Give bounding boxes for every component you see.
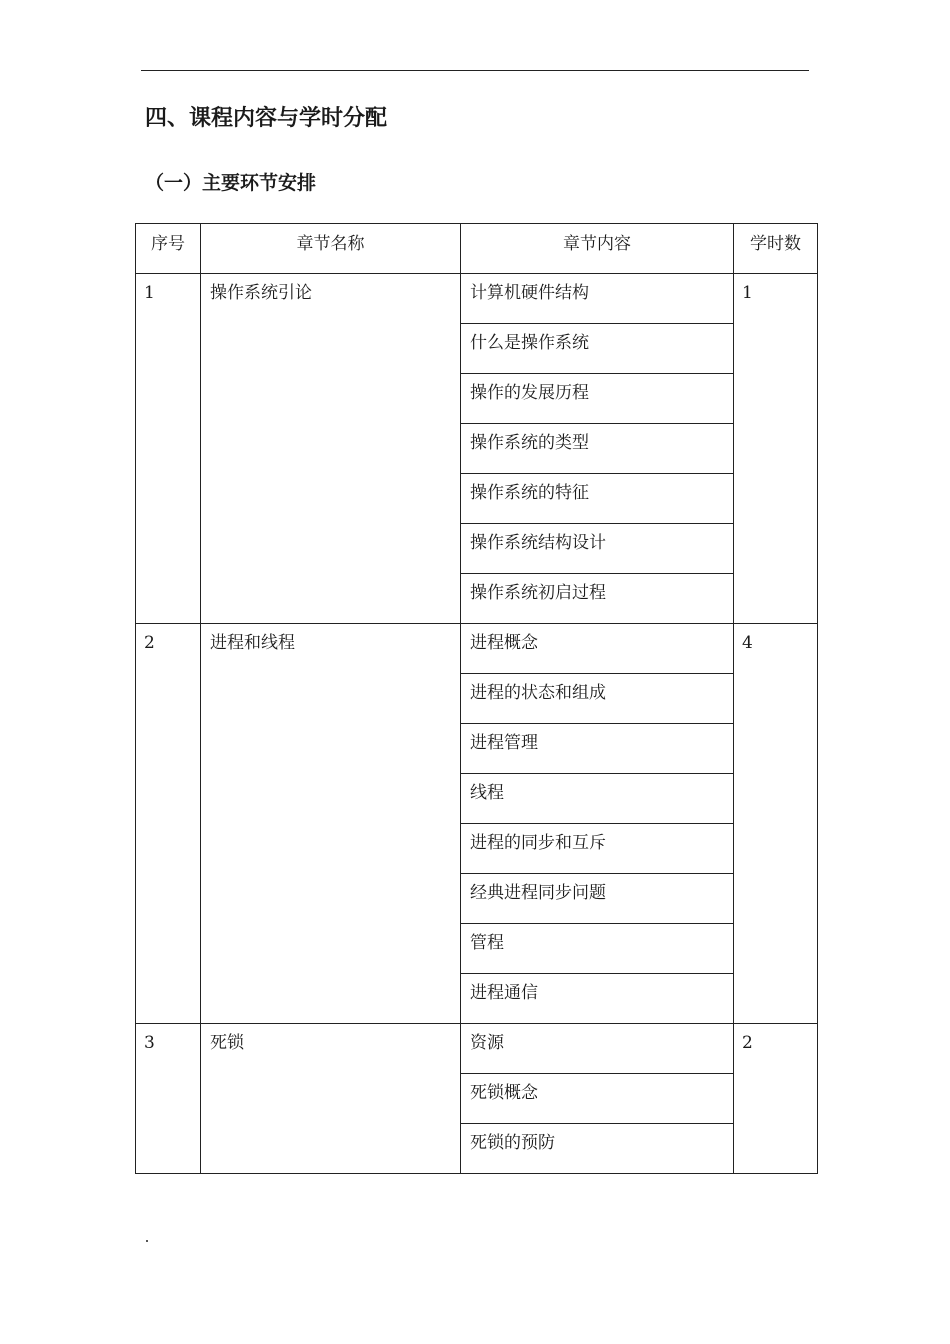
table-row <box>136 1024 818 1074</box>
header-cell-hours: 学时数 <box>734 224 818 274</box>
header-cell-chapter: 章节名称 <box>201 224 461 274</box>
chapter-content-cell: 操作的发展历程 <box>461 374 734 424</box>
chapter-number-cell: 1 <box>136 274 201 624</box>
subsection-title: （一）主要环节安排 <box>145 172 317 194</box>
chapter-number-cell: 3 <box>136 1024 201 1174</box>
header-rule <box>141 70 809 71</box>
chapter-content-cell: 计算机硬件结构 <box>461 274 734 324</box>
chapter-content-cell: 进程通信 <box>461 974 734 1024</box>
chapter-content-cell: 操作系统结构设计 <box>461 524 734 574</box>
chapter-name-cell: 死锁 <box>201 1024 461 1174</box>
chapter-hours-cell: 4 <box>734 624 818 1024</box>
schedule-table <box>135 223 818 1174</box>
section-title: 四、课程内容与学时分配 <box>145 106 388 131</box>
chapter-content-cell: 线程 <box>461 774 734 824</box>
table-header-row <box>136 224 818 274</box>
chapter-content-cell: 进程的状态和组成 <box>461 674 734 724</box>
footer-mark <box>146 1240 148 1242</box>
chapter-content-cell: 管程 <box>461 924 734 974</box>
header-cell-content: 章节内容 <box>461 224 734 274</box>
table-row <box>136 624 818 674</box>
chapter-number-cell: 2 <box>136 624 201 1024</box>
chapter-content-cell: 进程概念 <box>461 624 734 674</box>
chapter-name-cell: 进程和线程 <box>201 624 461 1024</box>
table-row <box>136 274 818 324</box>
chapter-content-cell: 死锁的预防 <box>461 1124 734 1174</box>
chapter-content-cell: 经典进程同步问题 <box>461 874 734 924</box>
chapter-name-cell: 操作系统引论 <box>201 274 461 624</box>
chapter-hours-cell: 1 <box>734 274 818 624</box>
chapter-content-cell: 进程管理 <box>461 724 734 774</box>
header-cell-number: 序号 <box>136 224 201 274</box>
chapter-content-cell: 操作系统初启过程 <box>461 574 734 624</box>
chapter-content-cell: 操作系统的类型 <box>461 424 734 474</box>
schedule-body <box>136 274 818 1174</box>
chapter-content-cell: 操作系统的特征 <box>461 474 734 524</box>
chapter-content-cell: 什么是操作系统 <box>461 324 734 374</box>
chapter-content-cell: 资源 <box>461 1024 734 1074</box>
chapter-content-cell: 进程的同步和互斥 <box>461 824 734 874</box>
chapter-hours-cell: 2 <box>734 1024 818 1174</box>
chapter-content-cell: 死锁概念 <box>461 1074 734 1124</box>
